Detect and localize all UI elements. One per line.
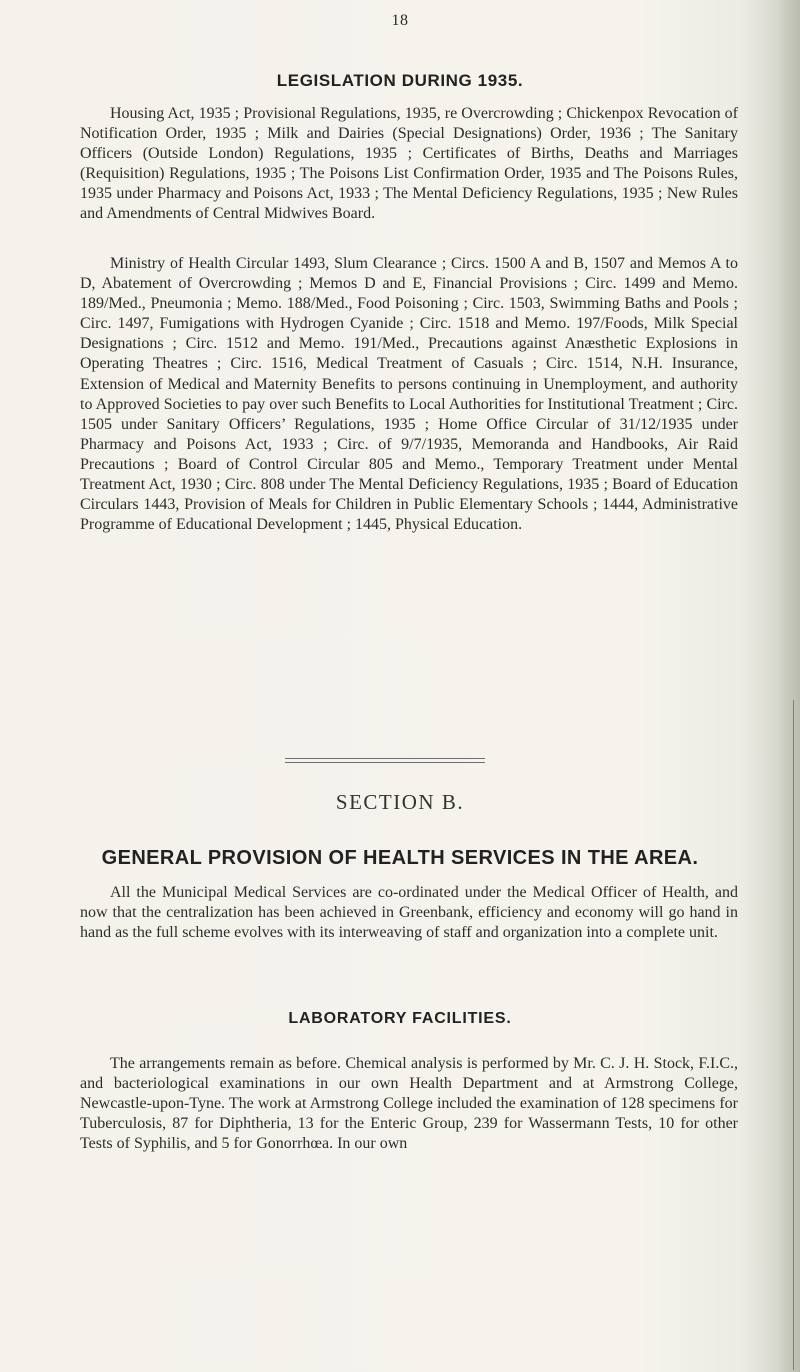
legislation-paragraph-acts: Housing Act, 1935 ; Provisional Regulations, 1935, re Overcrowding ; Chickenpox Revocation of Notification Order, 1935 ; Milk and Dairies (Special Designations) Order, 1936 ; The Sanitary Officers (Outside London) Regulations, 1935 ; Certificates of Births, Deaths and Marriages (Requisition) Regulations, 1935 ; The Poisons List Confirmation Order, 1935 and The Poisons Rules, 1935 under Pharmacy and Poisons Act, 1933 ; The Mental Deficiency Regulations, 1935 ; New Rules and Amendments of Central Midwives Board.: [80, 105, 738, 223]
section-title: SECTION B.: [335, 790, 465, 814]
page-number: 18: [391, 12, 409, 29]
divider-rule-bottom: [285, 762, 485, 763]
divider-rule-top: [285, 758, 485, 759]
municipal-services-paragraph: All the Municipal Medical Services are co-ordinated under the Medical Officer of Health, and now that the centralization has been achieved in Greenbank, efficiency and economy will go hand in hand as the full scheme evolves with its interweaving of staff and organization into a complete unit.: [80, 884, 738, 942]
general-provision-heading: GENERAL PROVISION OF HEALTH SERVICES IN THE AREA.: [101, 847, 699, 869]
laboratory-heading: LABORATORY FACILITIES.: [288, 1010, 512, 1027]
legislation-heading: LEGISLATION DURING 1935.: [276, 71, 524, 90]
laboratory-paragraph: The arrangements remain as before. Chemical analysis is performed by Mr. C. J. H. Stock, F.I.C., and bacteriological examinations in our own Health Department and at Armstrong College, Newcastle-upon-Tyne. The work at Armstrong College included the examination of 128 specimens for Tuberculosis, 87 for Diphtheria, 13 for the Enteric Group, 239 for Wassermann Tests, 10 for other Tests of Syphilis, and 5 for Gonorrhœa. In our own: [80, 1055, 738, 1153]
legislation-paragraph-circulars: Ministry of Health Circular 1493, Slum Clearance ; Circs. 1500 A and B, 1507 and Memos A to D, Abatement of Overcrowding ; Memos D and E, Financial Provisions ; Circ. 1499 and Memo. 189/Med., Pneumonia ; Memo. 188/Med., Food Poisoning ; Circ. 1503, Swimming Baths and Pools ; Circ. 1497, Fumigations with Hydrogen Cyanide ; Circ. 1518 and Memo. 197/Foods, Milk Special Designations ; Circ. 1512 and Memo. 191/Med., Precautions against Anæsthetic Explosions in Operating Theatres ; Circ. 1516, Medical Treatment of Casuals ; Circ. 1514, N.H. Insurance, Extension of Medical and Maternity Benefits to persons continuing in Unemployment, and authority to Approved Societies to pay over such Benefits to Local Authorities for Institutional Treatment ; Circ. 1505 under Sanitary Officers’ Regulations, 1935 ; Home Office Circular of 31/12/1935 under Pharmacy and Poisons Act, 1933 ; Circ. of 9/7/1935, Memoranda and Handbooks, Air Raid Precautions ; Board of Control Circular 805 and Memo., Temporary Treatment under Mental Treatment Act, 1930 ; Circ. 808 under The Mental Deficiency Regulations, 1935 ; Board of Education Circulars 1443, Provision of Meals for Children in Public Elementary Schools ; 1444, Administrative Programme of Educational Development ; 1445, Physical Education.: [80, 255, 738, 534]
page-edge-shadow: [778, 0, 800, 1372]
